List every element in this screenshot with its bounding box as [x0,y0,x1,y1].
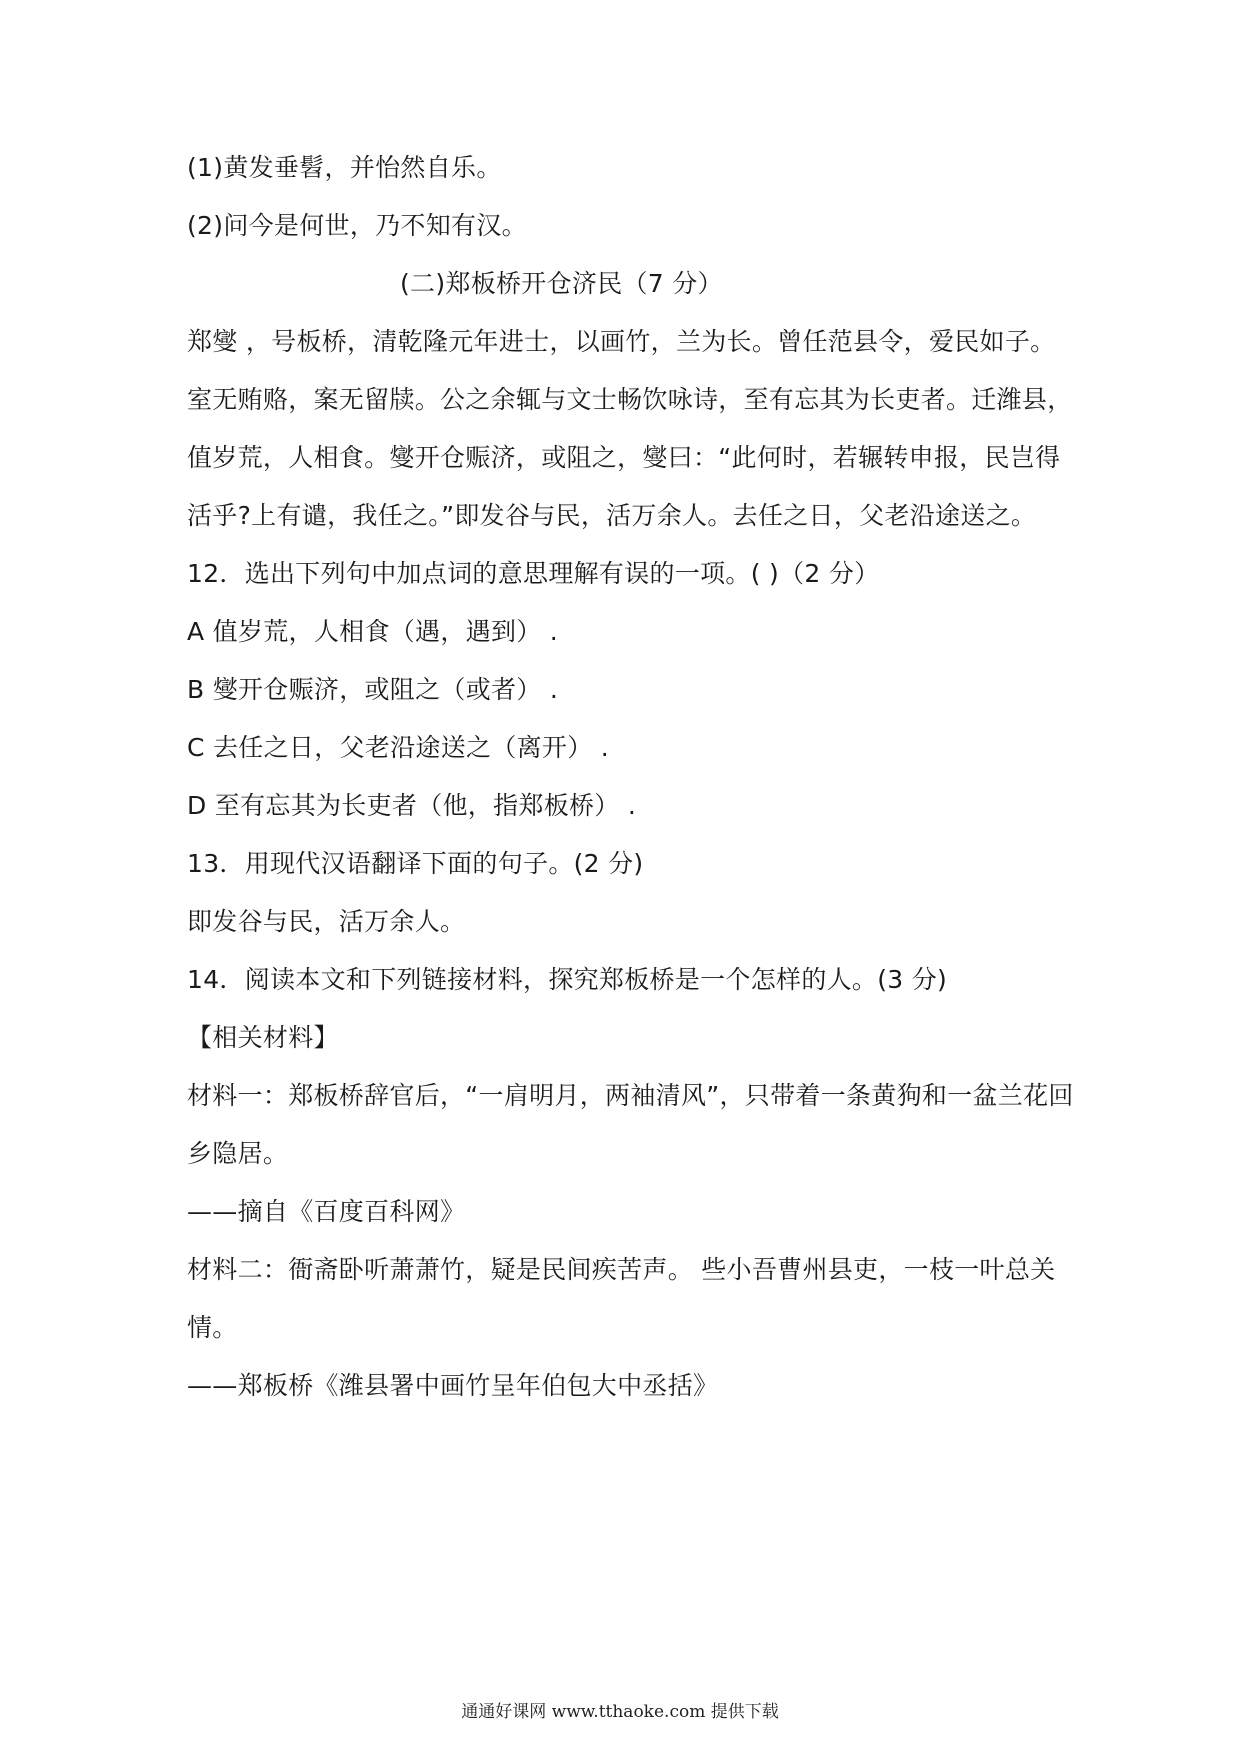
material-2-line-1: 材料二：衙斋卧听萧萧竹，疑是民间疾苦声。 些小吾曹州县吏，一枝一叶总关 [187,1255,1056,1284]
passage-line-1: 郑燮 ，号板桥，清乾隆元年进士，以画竹，兰为长。曾任范县令，爱民如子。 [187,327,1056,356]
passage-line-3: 值岁荒，人相食。燮开仓赈济，或阻之，燮曰：“此何时，若辗转申报，民岂得 [187,443,1061,472]
answer-line-1: (1)黄发垂髫，并怡然自乐。 [187,153,502,182]
option-d: D 至有忘其为长吏者（他，指郑板桥） . [187,791,637,820]
passage-line-2: 室无贿赂，案无留牍。公之余辄与文士畅饮咏诗，至有忘其为长吏者。迁潍县， [187,385,1073,414]
answer-line-2: (2)问今是何世，乃不知有汉。 [187,211,527,240]
option-b: B 燮开仓赈济，或阻之（或者） . [187,675,559,704]
option-c: C 去任之日，父老沿途送之（离开） . [187,733,609,762]
option-a: A 值岁荒，人相食（遇，遇到） . [187,617,559,646]
material-1-line-2: 乡隐居。 [187,1139,289,1168]
question-13-sentence: 即发谷与民，活万余人。 [187,907,466,936]
related-materials-heading: 【相关材料】 [187,1023,339,1052]
material-1-source: ——摘自《百度百科网》 [187,1197,466,1226]
passage-line-4: 活乎?上有谴，我任之。”即发谷与民，活万余人。去任之日，父老沿途送之。 [187,501,1037,530]
section-title: (二)郑板桥开仓济民（7 分） [400,269,723,298]
question-13: 13．用现代汉语翻译下面的句子。(2 分) [187,849,644,878]
question-14: 14．阅读本文和下列链接材料，探究郑板桥是一个怎样的人。(3 分) [187,965,948,994]
material-2-source: ——郑板桥《潍县署中画竹呈年伯包大中丞括》 [187,1371,719,1400]
material-1-line-1: 材料一：郑板桥辞官后，“一肩明月，两袖清风”，只带着一条黄狗和一盆兰花回 [187,1081,1074,1110]
material-2-line-2: 情。 [187,1313,238,1342]
page-footer: 通通好课网 www.tthaoke.com 提供下载 [461,1702,779,1722]
question-12: 12．选出下列句中加点词的意思理解有误的一项。( )（2 分） [187,559,880,588]
